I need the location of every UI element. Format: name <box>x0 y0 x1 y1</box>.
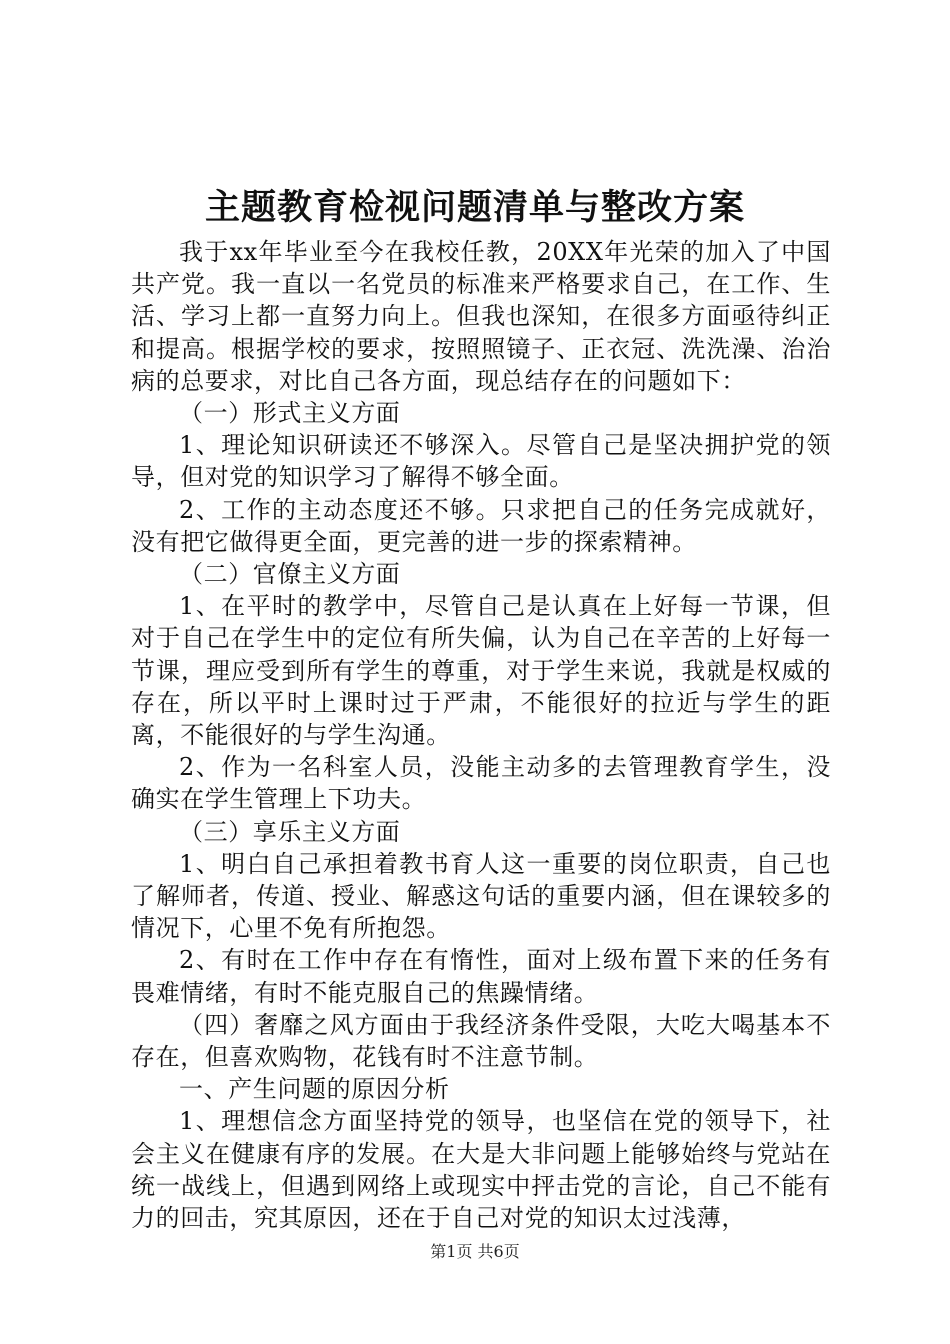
cause-analysis-item-1: 1、理想信念方面坚持党的领导，也坚信在党的领导下，社会主义在健康有序的发展。在大是大非问题上能够始终与党站在统一战线上，但遇到网络上或现实中抨击党的言论，自己不能有力的回击，究其原因，还在于自己对党的知识太过浅薄， <box>131 1107 831 1233</box>
section-heading-hedonism: （三）享乐主义方面 <box>179 817 401 846</box>
formalism-item-1: 1、理论知识研读还不够深入。尽管自己是坚决拥护党的领导，但对党的知识学习了解得不够全面。 <box>131 431 831 492</box>
extravagance-paragraph: （四）奢靡之风方面由于我经济条件受限，大吃大喝基本不存在，但喜欢购物，花钱有时不注意节制。 <box>131 1010 831 1072</box>
bureaucratism-item-1: 1、在平时的教学中，尽管自己是认真在上好每一节课，但对于自己在学生中的定位有所失偏，认为自己在辛苦的上好每一节课，理应受到所有学生的尊重，对于学生来说，我就是权威的存在，所以平时上课时过于严肃，不能很好的拉近与学生的距离，不能很好的与学生沟通。 <box>131 592 831 750</box>
page-footer: 第1页 共6页 <box>430 1242 520 1261</box>
hedonism-item-2: 2、有时在工作中存在有惰性，面对上级布置下来的任务有畏难情绪，有时不能克服自己的焦躁情绪。 <box>131 946 831 1007</box>
document-title: 主题教育检视问题清单与整改方案 <box>204 187 745 228</box>
bureaucratism-item-2: 2、作为一名科室人员，没能主动多的去管理教育学生，没确实在学生管理上下功夫。 <box>131 753 831 814</box>
section-heading-cause-analysis: 一、产生问题的原因分析 <box>179 1075 450 1104</box>
intro-paragraph: 我于xx年毕业至今在我校任教，20XX年光荣的加入了中国共产党。我一直以一名党员的标准来严格要求自己，在工作、生活、学习上都一直努力向上。但我也深知，在很多方面亟待纠正和提高。根据学校的要求，按照照镜子、正衣冠、洗洗澡、治治病的总要求，对比自己各方面，现总结存在的问题如下： <box>131 238 831 395</box>
hedonism-item-1: 1、明白自己承担着教书育人这一重要的岗位职责，自己也了解师者，传道、授业、解惑这句话的重要内涵，但在课较多的情况下，心里不免有所抱怨。 <box>131 849 831 943</box>
document-body <box>131 236 831 1234</box>
formalism-item-2: 2、工作的主动态度还不够。只求把自己的任务完成就好，没有把它做得更全面，更完善的进一步的探索精神。 <box>131 495 831 556</box>
section-heading-bureaucratism: （二）官僚主义方面 <box>179 560 401 589</box>
section-heading-formalism: （一）形式主义方面 <box>179 399 401 428</box>
